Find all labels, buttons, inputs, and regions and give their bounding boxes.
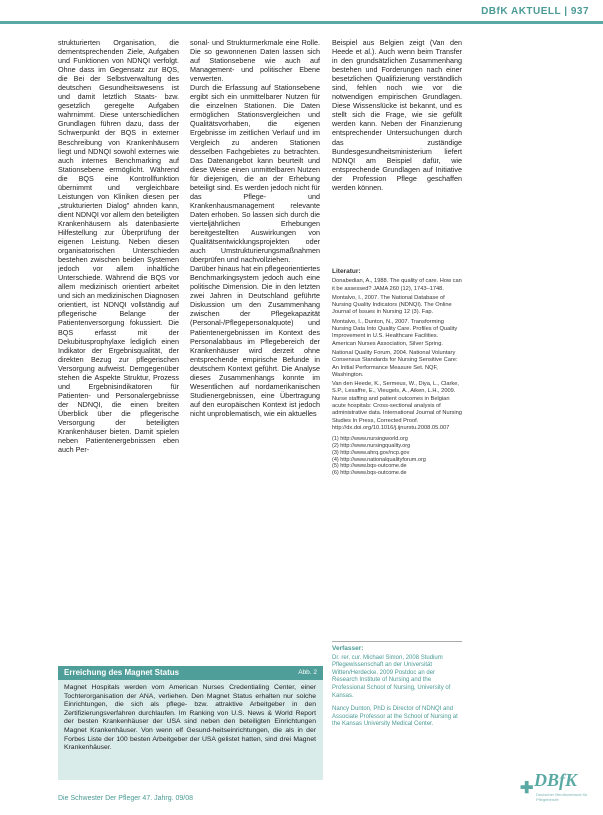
- literature-heading: Literatur:: [332, 268, 361, 275]
- page-footer: Die Schwester Der Pfleger 47. Jahrg. 09/08: [58, 795, 194, 802]
- magnet-status-box: [58, 666, 323, 780]
- page-header: [0, 0, 603, 30]
- text-column-1: [58, 38, 179, 662]
- paragraph: sonal- und Strukturmerkmale eine Rolle. Die so gewonnenen Daten lassen sich auf Stationsebene wie auch auf Management- und politischer Ebene verwerten.: [190, 38, 320, 84]
- paragraph: strukturierten Organisation, die dementsprechenden Ziele, Aufgaben und Funktionen von NDNQI verfolgt. Ohne dass im Gegensatz zur BQS, die Bei der Selbstverwaltung des deutschen Gesundheitswesens ist und damit letztlich Staats- bzw. gesetzlich geregelte Aufgaben wahrnimmt. Diese unterschiedlichen Grundlagen führen dazu, dass der Schwerpunkt der BQS in externer Beschreibung von Krankenhäusern liegt und NDNQI sowohl externes wie auch internes Benchmarking auf Stationsebene ermöglicht. Während die BQS eine Kontrollfunktion übernimmt und vergleichbare Leistungen von Kliniken diesen per „strukturierten Dialog" ahnden kann, dient NDNQI vor allem den beteiligten Krankenhäusern als datenbasierte Hilfestellung zur Überprüfung der eigenen Leistung. Neben diesen organisatorischen Unterschieden bestehen zwischen beiden Systemen jedoch vor allem inhaltliche Unterschiede. Während die BQS vor allem medizinisch orientiert arbeitet und sich an medizinischen Diagnosen orientiert, ist NDNQI vollständig auf pflegerische Belange der Patientenversorgung fokussiert. Die BQS erfasst mit der Dekubitusprophylaxe lediglich einen Indikator der Ergebnisqualität, der direkten Bezug zur pflegerischen Versorgung aufweist. Demgegenüber stehen die Aspekte Struktur, Prozess und Ergebnisindikatoren für Patienten- und Personalergebnisse der NDNQI, die einen breiten Überblick über die pflegerische Versorgung der beteiligten Krankenhäuser bieten. Damit spielen neben Patientenergebnissen eben auch Per-: [58, 38, 179, 455]
- text-column-3: [332, 38, 462, 248]
- literature-entry: Montalvo, I., 2007. The National Database of Nursing Quality Indicators (NDNQI). The Online Journal of Issues in Nursing 12 (3). Fap.: [332, 294, 452, 316]
- literature-entry: Montalvo, I., Dunton, N., 2007. Transforming Nursing Data Into Quality Care. Profiles of Quality Improvement in U.S. Healthcare Facilities. American Nurses Association, Silver Spring.: [332, 318, 458, 347]
- url-item[interactable]: (6) http://www.bqs-outcome.de: [332, 470, 407, 477]
- box-text: Magnet Hospitals werden vom American Nurses Credentialing Center, einer Tochterorganisation der ANA, verliehen. Den Magnet Status erhalten nur solche Einrichtungen, die sich als pflege- bzw. attraktive Arbeitgeber in den Zertifizierungsverfahren durchlaufen. Im Ranking von U.S. News & World Report der besten Krankenhäuser der USA sind neben den beteiligten Einrichtungen Magnet Krankenhäuser. Von wenn elf Gesund-heitseinrichtungen, die als in der Forbes Liste der 100 besten Arbeitgeber der USA gelistet hatten, sind drei Magnet Krankenhäuser.: [64, 684, 316, 752]
- url-item[interactable]: (1) http://www.nursingworld.org: [332, 436, 408, 443]
- divider: [332, 641, 462, 642]
- authors-section: [332, 645, 462, 735]
- literature-section: [332, 268, 462, 598]
- box-header: [58, 666, 323, 680]
- literature-entry: National Quality Forum, 2004. National Voluntary Consensus Standards for Nursing Sensitive Care: An Initial Performance Measure Set. NQF, Washington.: [332, 349, 458, 378]
- dbfk-logo: [520, 770, 590, 810]
- figure-tag: Abb. 2: [298, 669, 317, 676]
- cross-icon: ✚: [520, 780, 534, 797]
- url-item[interactable]: (4) http://www.nationalqualityforum.org: [332, 456, 426, 463]
- url-item[interactable]: (5) http://www.bqs-outcome.de: [332, 463, 407, 470]
- author-bio: Dr. rer. cur. Michael Simon, 2008 Studium Pflegewissenschaft an der Universität Witten/Herdecke. 2009 Postdoc an der Research Institute of Nursing and the Professional School of Nursing, University of Kansas.: [332, 654, 451, 699]
- literature-entry: Donabedian, A., 1988. The quality of care. How can it be assessed? JAMA 260 (12), 1743–1748.: [332, 278, 462, 292]
- paragraph: Beispiel aus Belgien zeigt (Van den Heede et al.). Auch wenn beim Transfer in den grundsätzlichen Zusammenhang bestehen und Forderungen nach einer besetzlichen Qualifizierung verständlich sind, fehlen noch wie vor die notwendigen empirischen Grundlagen. Diese Wissenslücke ist bekannt, und es stellt sich die Frage, wie sie gefüllt werden kann. Neben der Finanzierung entsprechender Untersuchungen durch das zuständige Bundesgesundheitsministerium liefert NDNQI am Beispiel dafür, wie entsprechende Grundlagen auf Initiative der Profession Pflege geschaffen werden können.: [332, 38, 462, 192]
- page-title: DBfK AKTUELL | 937: [481, 6, 589, 17]
- author-bio: Nancy Dunton, PhD is Director of NDNQI and Associate Professor at the School of Nursing at the Kansas University Medical Center.: [332, 706, 458, 728]
- text-column-2: [190, 38, 320, 768]
- literature-entry: Van den Heede, K., Sermeus, W., Diya, L., Clarke, S.P., Lesaffre, E., Vleugels, A., Aiken, L.H., 2009. Nurse staffing and patient outcomes in Belgian acute hospitals: Cross-sectional analysis of administrative data. International Journal of Nursing Studies In Press, Corrected Proof. http://dx.doi.org/10.1016/j.ijnurstu.2008.05.007: [332, 381, 462, 431]
- url-list: [332, 436, 462, 477]
- url-item[interactable]: (2) http://www.nursingquality.org: [332, 443, 411, 450]
- url-item[interactable]: (3) http://www.ahrq.gov/ncp.gov: [332, 449, 410, 456]
- paragraph: Darüber hinaus hat ein pflegeorientiertes Benchmarkingsystem jedoch auch eine politische Dimension. Die in den letzten zwei Jahren in Deutschland geführte Diskussion um den Zusammenhang zwischen der Pflegekapazität (Personal-/Pflegepersonalquote) und Patientenergebnissen im Kontext des Personalabbaus im Pflegebereich der Krankenhäuser wird derzeit ohne entsprechende empirische Befunde in deutschem Kontext geführt. Die Analyse dieses Zusammenhangs konnte im Wesentlichen auf nordamerikanischen Studienergebnissen, eine Übertragung auf den europäischen Kontext ist jedoch nicht unproblematisch, wie ein aktuelles: [190, 264, 320, 418]
- paragraph: Durch die Erfassung auf Stationsebene ergibt sich ein unmittelbarer Nutzen für die einzelnen Stationen. Die Daten ermöglichen Stationsvergleichen und Qualitätsvorhaben, die eigenen Ergebnisse im zeitlichen Verlauf und im Vergleich zu anderen Stationen desselben Fachgebietes zu betrachten. Das Datenangebot kann beurteilt und diese Weise einen unmittelbaren Nutzen für diejenigen, die an der Erhebung beteiligt sind. Es werden jedoch nicht für das Pflege- und Krankenhausmanagement relevante Daten erhoben. So lassen sich durch die vierteljährlichen Erhebungen bereitgestellten Auswirkungen von Qualitätsentwicklungsprojekten oder auch Umstrukturierungsmaßnahmen überprüfen und nachvollziehen.: [190, 83, 320, 265]
- authors-heading: Verfasser:: [332, 645, 364, 652]
- header-rule: [0, 21, 603, 24]
- logo-text: DBfK: [534, 770, 578, 790]
- logo-subtitle: Deutscher Berufsverband für Pflegeberufe: [536, 792, 588, 802]
- box-title: Erreichung des Magnet Status: [64, 668, 180, 677]
